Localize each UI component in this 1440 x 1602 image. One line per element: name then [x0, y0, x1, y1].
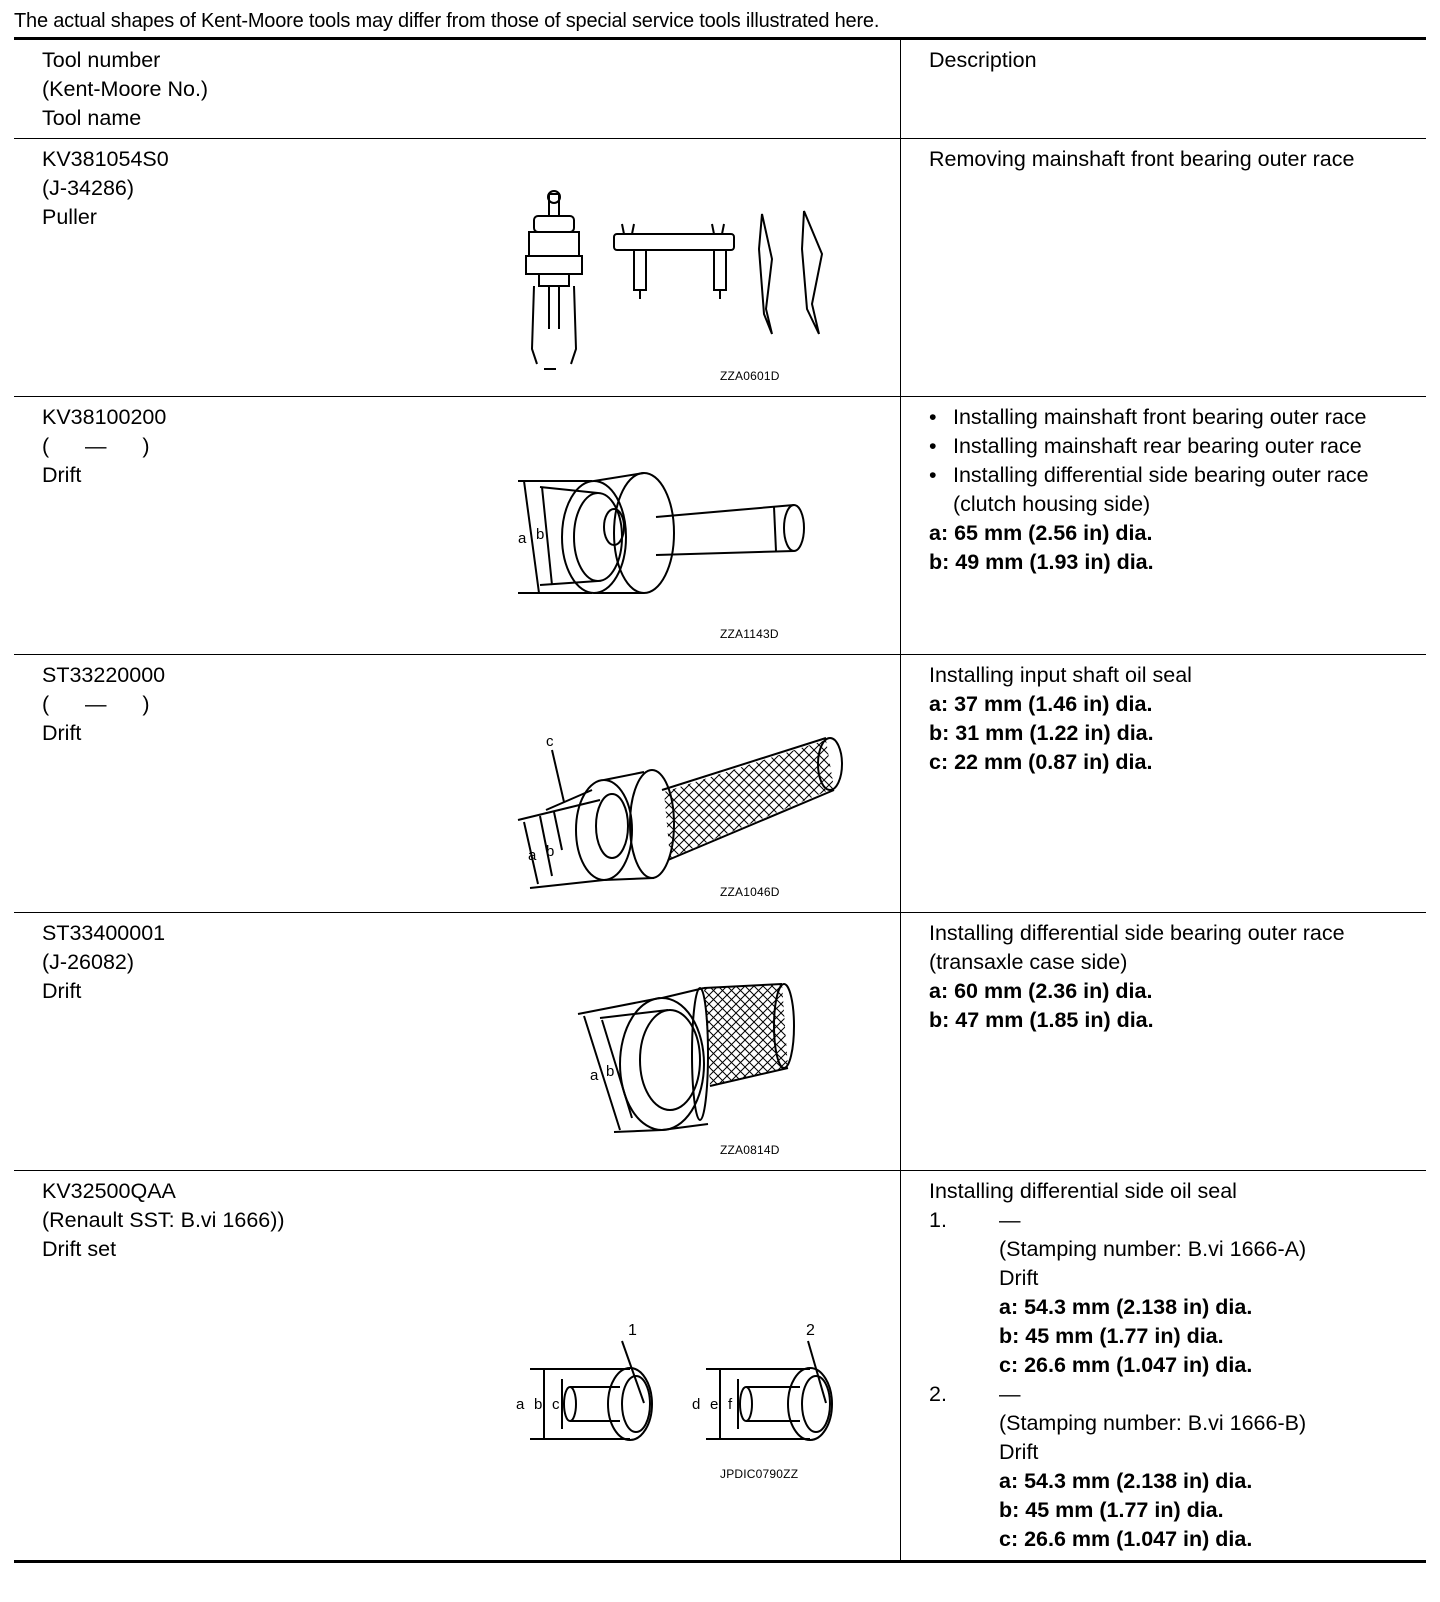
description-bullet: • Installing differential side bearing outer race	[929, 463, 1369, 487]
drift-illustration	[504, 457, 824, 617]
dim-label-a: a	[590, 1067, 599, 1084]
tool-number: KV38100200	[42, 405, 167, 429]
description-text: Installing differential side oil seal	[929, 1179, 1237, 1203]
kent-moore-number: ( — )	[42, 434, 150, 458]
figure-code: ZZA0814D	[720, 1143, 780, 1157]
dim-label-d: d	[692, 1396, 701, 1413]
drift-knurled-illustration	[504, 710, 864, 890]
drift-item-1: 1. —	[929, 1208, 1021, 1232]
header-tool-number: Tool number	[42, 48, 161, 72]
dimension-b: b: 47 mm (1.85 in) dia.	[929, 1008, 1154, 1032]
dimension-c: c: 26.6 mm (1.047 in) dia.	[999, 1527, 1253, 1551]
tool-name: Drift set	[42, 1237, 117, 1261]
dimension-a: a: 54.3 mm (2.138 in) dia.	[999, 1295, 1253, 1319]
dimension-b: b: 45 mm (1.77 in) dia.	[999, 1324, 1224, 1348]
drift-knurled-illustration	[574, 968, 834, 1148]
header-kent-moore: (Kent-Moore No.)	[42, 77, 209, 101]
header-col-description	[901, 40, 1426, 138]
dim-label-a: a	[516, 1396, 525, 1413]
description-text-continuation: (transaxle case side)	[929, 950, 1128, 974]
table-row	[14, 1171, 1426, 1560]
dim-label-b: b	[536, 526, 545, 543]
stamping-number: (Stamping number: B.vi 1666-B)	[999, 1411, 1307, 1435]
callout-1: 1	[628, 1322, 637, 1339]
tool-number: KV32500QAA	[42, 1179, 176, 1203]
description-text: Removing mainshaft front bearing outer race	[929, 147, 1355, 171]
dim-label-c: c	[546, 733, 554, 750]
description-text: Installing differential side bearing outer race	[929, 921, 1345, 945]
tool-name: Drift	[42, 979, 82, 1003]
kent-moore-number: (J-34286)	[42, 176, 135, 200]
kent-moore-number: (Renault SST: B.vi 1666))	[42, 1208, 285, 1232]
figure-code: JPDIC0790ZZ	[720, 1467, 799, 1481]
description-text: Installing input shaft oil seal	[929, 663, 1192, 687]
dimension-b: b: 31 mm (1.22 in) dia.	[929, 721, 1154, 745]
dimension-c: c: 22 mm (0.87 in) dia.	[929, 750, 1153, 774]
stamping-number: (Stamping number: B.vi 1666-A)	[999, 1237, 1307, 1261]
tool-name: Drift	[42, 721, 82, 745]
tool-number: KV381054S0	[42, 147, 169, 171]
dimension-a: a: 37 mm (1.46 in) dia.	[929, 692, 1153, 716]
kent-moore-number: (J-26082)	[42, 950, 135, 974]
header-tool-name: Tool name	[42, 106, 142, 130]
disclaimer-note: The actual shapes of Kent-Moore tools may differ from those of special service tools illustrated here.	[14, 10, 880, 32]
item-name: Drift	[999, 1440, 1039, 1464]
kent-moore-number: ( — )	[42, 692, 150, 716]
dim-label-a: a	[528, 847, 537, 864]
item-name: Drift	[999, 1266, 1039, 1290]
dimension-b: b: 45 mm (1.77 in) dia.	[999, 1498, 1224, 1522]
puller-illustration	[504, 189, 834, 379]
dimension-b: b: 49 mm (1.93 in) dia.	[929, 550, 1154, 574]
dim-label-a: a	[518, 530, 527, 547]
table-row	[14, 913, 1426, 1171]
callout-2: 2	[806, 1322, 815, 1339]
header-col-tool	[14, 40, 901, 138]
figure-code: ZZA0601D	[720, 369, 780, 383]
tool-number: ST33220000	[42, 663, 166, 687]
special-service-tools-table	[14, 37, 1426, 1563]
header-description: Description	[929, 48, 1037, 72]
table-row	[14, 397, 1426, 655]
dimension-a: a: 54.3 mm (2.138 in) dia.	[999, 1469, 1253, 1493]
dim-label-f: f	[728, 1396, 733, 1413]
description-bullet: • Installing mainshaft rear bearing outer race	[929, 434, 1362, 458]
table-header	[14, 40, 1426, 139]
dim-label-c: c	[552, 1396, 560, 1413]
dim-label-b: b	[534, 1396, 543, 1413]
table-row	[14, 139, 1426, 397]
dim-label-b: b	[606, 1063, 615, 1080]
description-bullet-continuation: (clutch housing side)	[953, 492, 1151, 516]
drift-item-2: 2. —	[929, 1382, 1021, 1406]
tool-number: ST33400001	[42, 921, 166, 945]
dim-label-b: b	[546, 843, 555, 860]
dimension-a: a: 60 mm (2.36 in) dia.	[929, 979, 1153, 1003]
dimension-c: c: 26.6 mm (1.047 in) dia.	[999, 1353, 1253, 1377]
drift-set-illustration	[510, 1311, 870, 1441]
dim-label-e: e	[710, 1396, 719, 1413]
figure-code: ZZA1046D	[720, 885, 780, 899]
dimension-a: a: 65 mm (2.56 in) dia.	[929, 521, 1153, 545]
tool-name: Drift	[42, 463, 82, 487]
figure-code: ZZA1143D	[720, 627, 779, 641]
description-bullet: • Installing mainshaft front bearing outer race	[929, 405, 1367, 429]
table-row	[14, 655, 1426, 913]
tool-name: Puller	[42, 205, 97, 229]
